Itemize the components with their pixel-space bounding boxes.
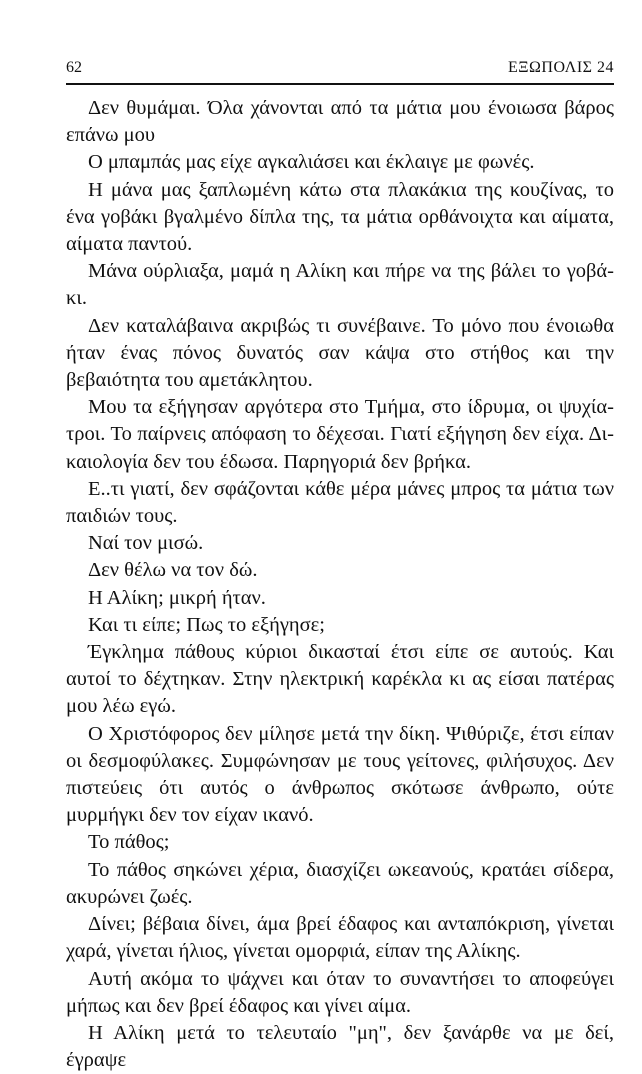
- paragraph: Μου τα εξήγησαν αργότερα στο Τμήμα, στο ίδρυμα, οι ψυχίατροι. Το παίρνεις απόφαση το δέχεσαι. Γιατί εξήγηση δεν είχα. Δικαιολογία δεν του έδωσα. Παρηγοριά δεν βρήκα.: [66, 396, 614, 473]
- paragraph: Δεν καταλάβαινα ακριβώς τι συνέβαινε. Το μόνο που ένοιωθα ήταν ένας πόνος δυνατός σαν κάψα στο στήθος και την βεβαιότητα του αμετάκλητου.: [66, 314, 614, 392]
- paragraph: Το πάθος σηκώνει χέρια, διασχίζει ωκεανούς, κρατάει σίδερα, ακυρώνει ζωές.: [66, 858, 614, 908]
- paragraph: Ο μπαμπάς μας είχε αγκαλιάσει και έκλαιγε με φωνές.: [88, 151, 535, 174]
- paragraph: Δεν θέλω να τον δώ.: [88, 559, 258, 582]
- paragraph: Η Αλίκη; μικρή ήταν.: [88, 586, 266, 609]
- paragraph: Η Αλίκη μετά το τελευταίο "μη", δεν ξανάρθε να με δεί, έγραψε: [66, 1021, 614, 1072]
- paragraph: Ναί τον μισώ.: [88, 532, 204, 555]
- body-text: [66, 95, 614, 1074]
- paragraph: Ο Χριστόφορος δεν μίλησε μετά την δίκη. Ψιθύριζε, έτσι είπαν οι δεσμοφύλακες. Συμφώνησαν με τους γείτονες, φιλήσυχος. Δεν πιστεύεις ότι αυτός ο άνθρωπος σκότωσε άνθρωπο, ούτε μυρμήγκι δεν τον είχαν ικανό.: [66, 722, 614, 827]
- paragraph: Δίνει; βέβαια δίνει, άμα βρεί έδαφος και ανταπόκριση, γίνεται χαρά, γίνεται ήλιος, γίνεται ομορφιά, είπαν της Αλίκης.: [66, 913, 614, 963]
- running-title: ΕΞΩΠΟΛΙΣ 24: [507, 59, 614, 76]
- paragraph: Έγκλημα πάθους κύριοι δικασταί έτσι είπε σε αυτούς. Και αυτοί το δέχτηκαν. Στην ηλεκτρική καρέκλα κι ας είσαι πατέρας μου λέω εγώ.: [66, 641, 614, 718]
- paragraph: Αυτή ακόμα το ψάχνει και όταν το συναντήσει το αποφεύγει μήπως και δεν βρεί έδαφος και γίνει αίμα.: [66, 967, 614, 1017]
- paragraph: Μάνα ούρλιαξα, μαμά η Αλίκη και πήρε να της βάλει το γοβάκι.: [66, 260, 614, 310]
- paragraph: Δεν θυμάμαι. Όλα χάνονται από τα μάτια μου ένοιωσα βάρος επάνω μου: [66, 97, 614, 147]
- page-header: [66, 58, 614, 85]
- page-number: 62: [66, 59, 82, 76]
- paragraph: Ε..τι γιατί, δεν σφάζονται κάθε μέρα μάνες μπρος τα μάτια των παιδιών τους.: [66, 477, 614, 528]
- paragraph: Και τι είπε; Πως το εξήγησε;: [88, 613, 325, 636]
- paragraph: Η μάνα μας ξαπλωμένη κάτω στα πλακάκια της κουζίνας, το ένα γοβάκι βγαλμένο δίπλα της, τα μάτια ορθάνοιχτα και αίματα, αίματα παντού.: [66, 178, 614, 256]
- paragraph: Το πάθος;: [88, 831, 170, 854]
- book-page: [66, 58, 614, 1074]
